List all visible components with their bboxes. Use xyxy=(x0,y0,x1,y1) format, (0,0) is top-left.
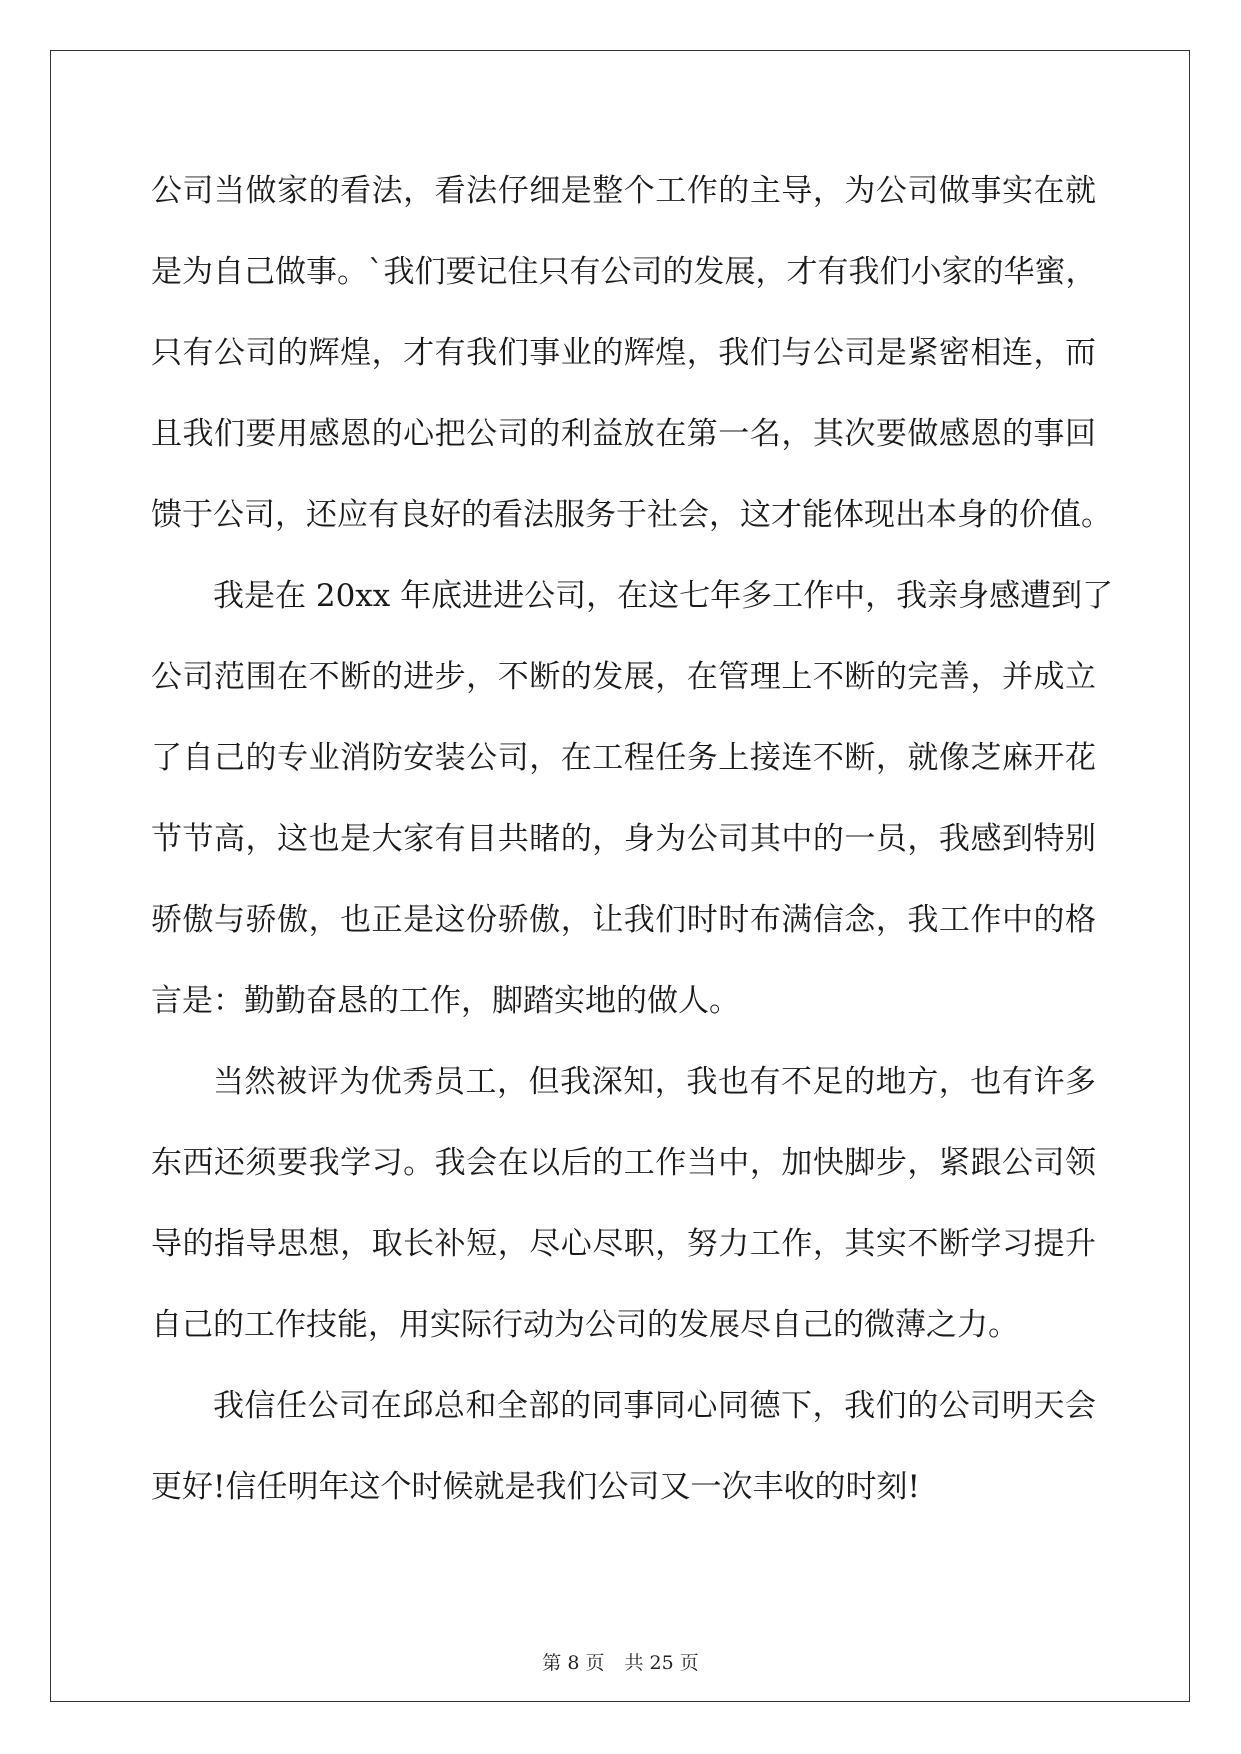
text-line: 馈于公司，还应有良好的看法服务于社会，这才能体现出本身的价值。 xyxy=(151,497,1112,533)
text-line: 当然被评为优秀员工，但我深知，我也有不足的地方，也有许多 xyxy=(213,1064,1096,1100)
text-line: 言是：勤勤奋恳的工作，脚踏实地的做人。 xyxy=(151,983,740,1019)
text-line: 且我们要用感恩的心把公司的利益放在第一名，其次要做感恩的事回 xyxy=(151,416,1096,452)
page-number: 第 8 页 xyxy=(542,1652,605,1674)
text-line: 我是在 20xx 年底进进公司，在这七年多工作中，我亲身感遭到了 xyxy=(213,578,1114,614)
text-line: 节节高，这也是大家有目共睹的，身为公司其中的一员，我感到特别 xyxy=(151,821,1096,857)
text-line: 自己的工作技能，用实际行动为公司的发展尽自己的微薄之力。 xyxy=(151,1307,1019,1343)
text-line: 骄傲与骄傲，也正是这份骄傲，让我们时时布满信念，我工作中的格 xyxy=(151,902,1096,938)
page-total: 共 25 页 xyxy=(624,1652,699,1674)
text-line: 导的指导思想，取长补短，尽心尽职，努力工作，其实不断学习提升 xyxy=(151,1226,1096,1262)
text-line: 更好!信任明年这个时候就是我们公司又一次丰收的时刻! xyxy=(151,1469,920,1505)
text-line: 我信任公司在邱总和全部的同事同心同德下，我们的公司明天会 xyxy=(213,1388,1096,1424)
page-footer xyxy=(0,1651,1241,1675)
text-line: 公司范围在不断的进步，不断的发展，在管理上不断的完善，并成立 xyxy=(151,659,1096,695)
text-line: 是为自己做事。`我们要记住只有公司的发展，才有我们小家的华蜜， xyxy=(151,254,1097,290)
text-line: 只有公司的辉煌，才有我们事业的辉煌，我们与公司是紧密相连，而 xyxy=(151,335,1096,371)
document-body xyxy=(151,163,1114,1540)
text-line: 东西还须要我学习。我会在以后的工作当中，加快脚步，紧跟公司领 xyxy=(151,1145,1096,1181)
text-line: 公司当做家的看法，看法仔细是整个工作的主导，为公司做事实在就 xyxy=(151,173,1096,209)
text-line: 了自己的专业消防安装公司，在工程任务上接连不断，就像芝麻开花 xyxy=(151,740,1096,776)
